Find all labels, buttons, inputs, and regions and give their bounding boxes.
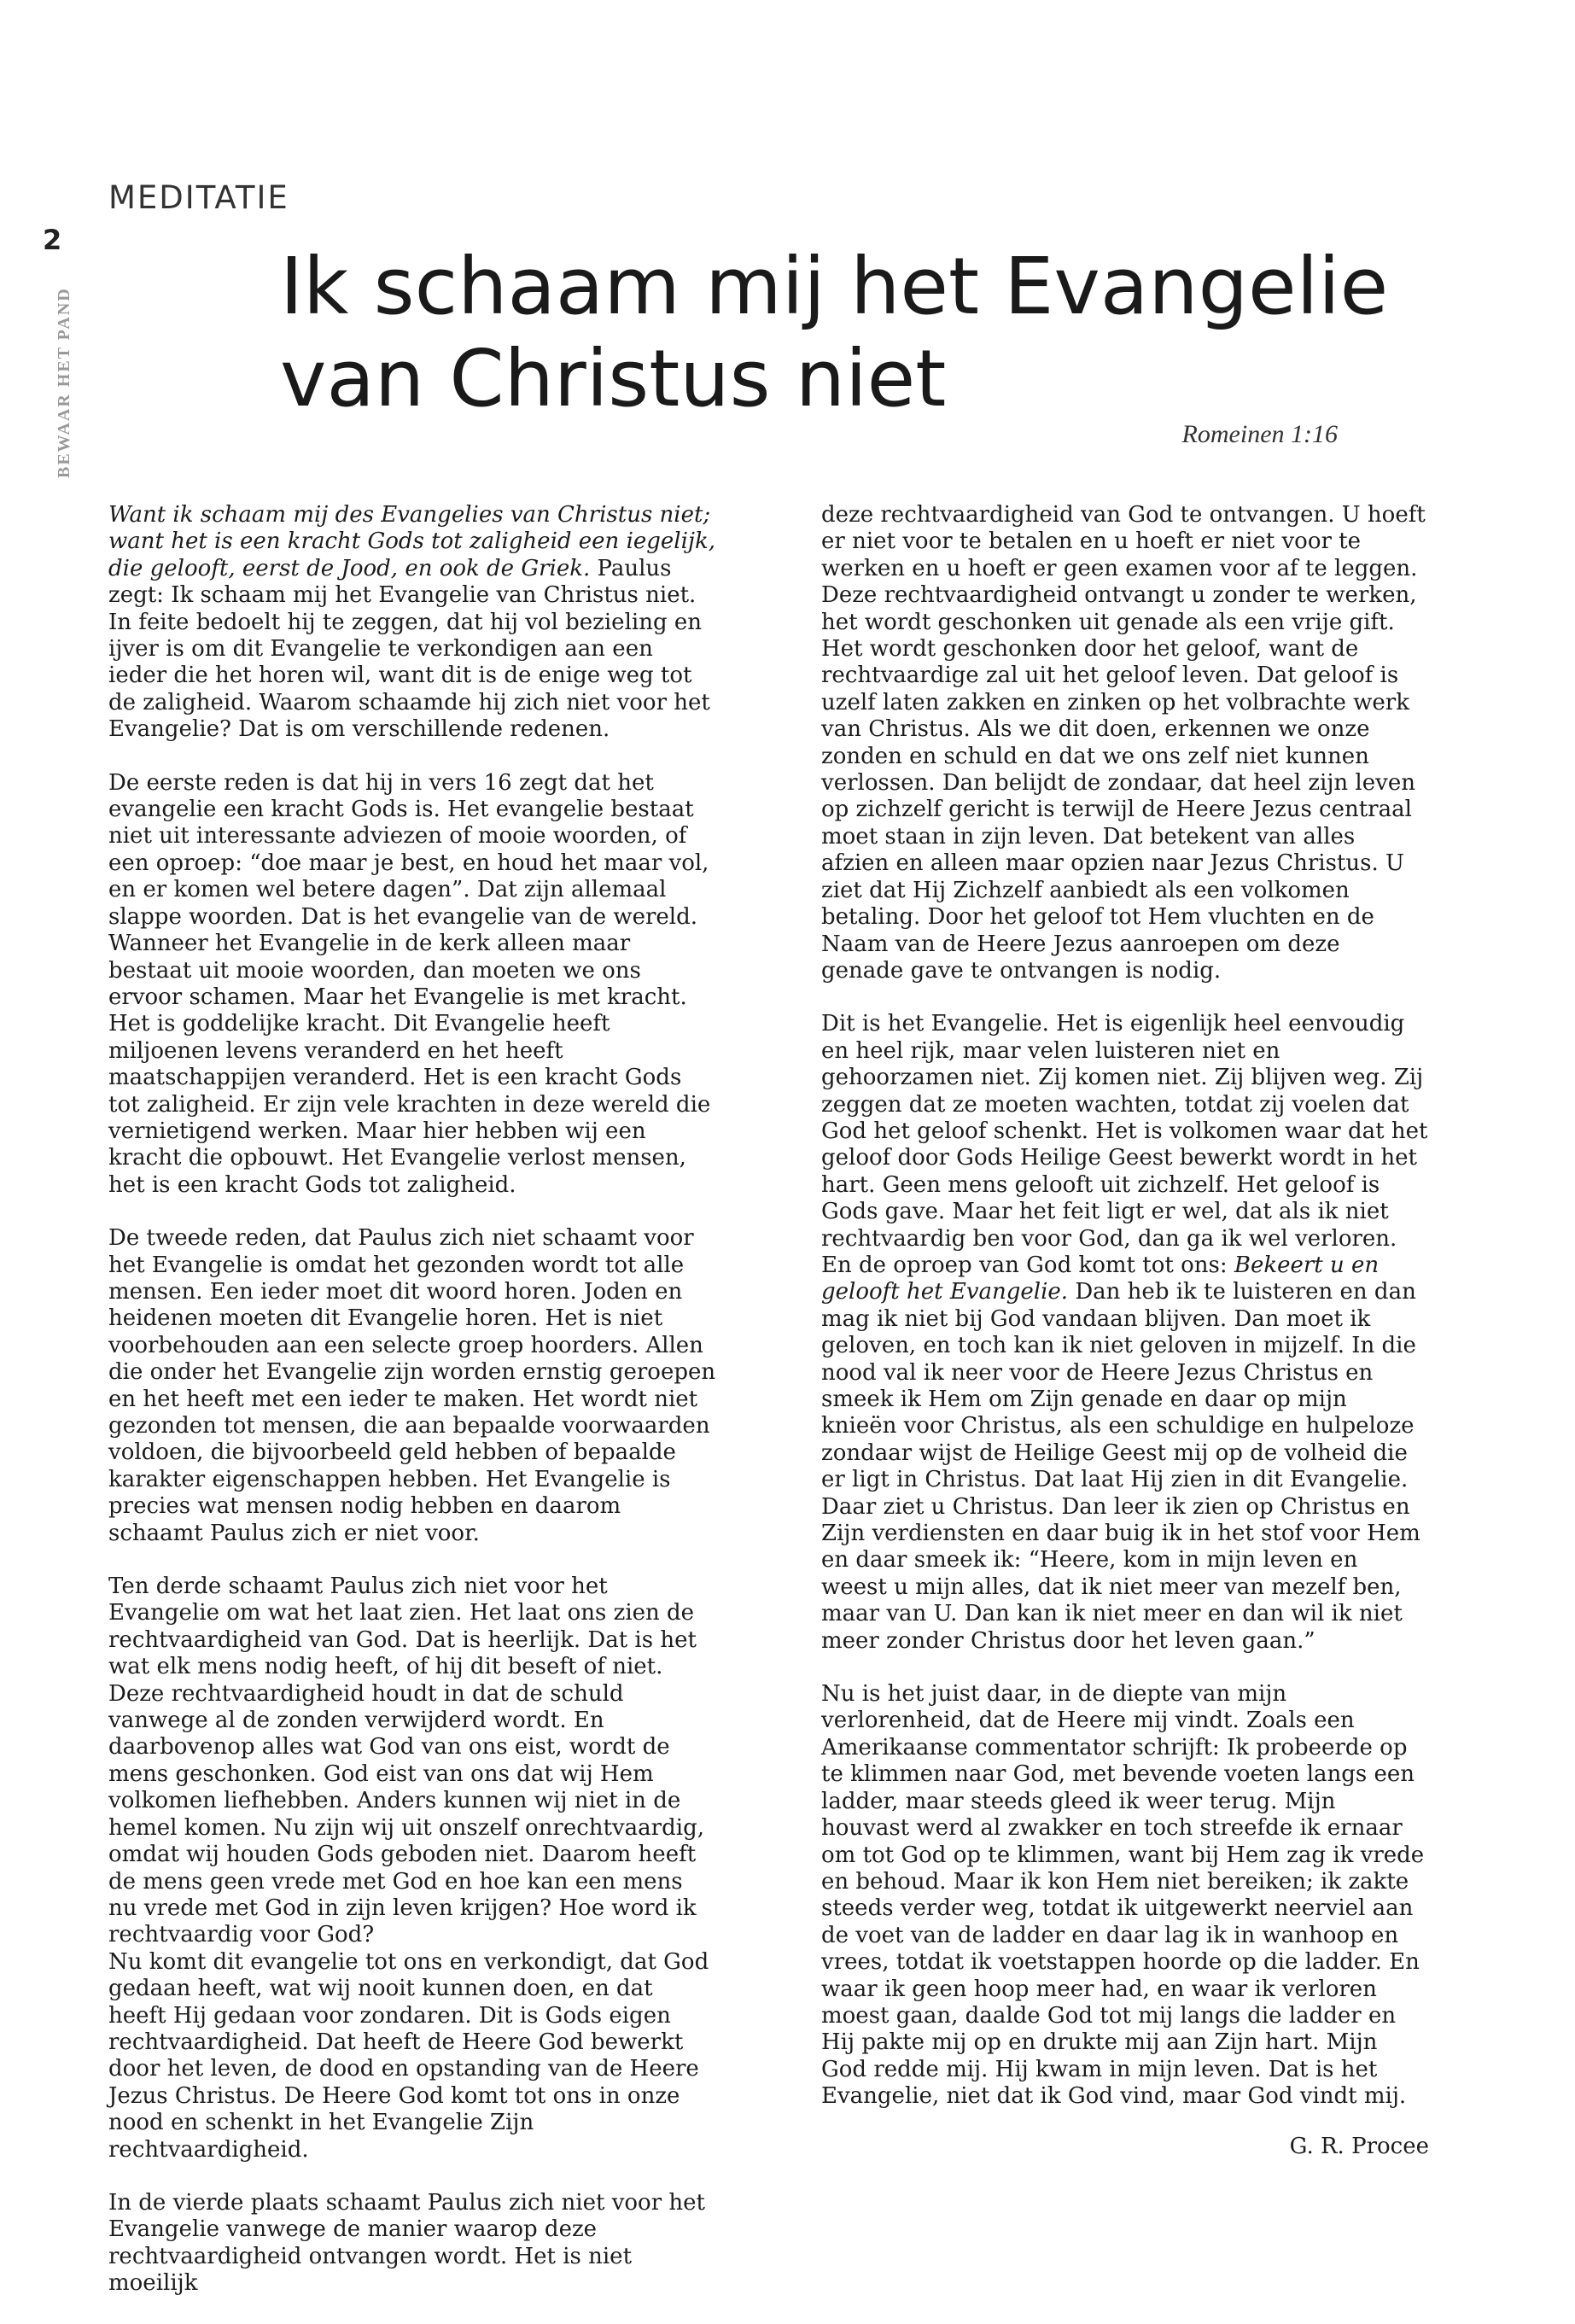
scripture-reference: Romeinen 1:16 [1181,420,1338,448]
paragraph-text: Dit is het Evangelie. Het is eigenlijk heel eenvoudig en heel rijk, maar velen luisteren niet en gehoorzamen niet. Zij komen niet. Zij blijven weg. Zij zeggen dat ze moeten wachten, totdat zij voelen dat God het geloof schenkt. Het is volkomen waar dat het geloof door Gods Heilige Geest bewerkt wordt in het hart. Geen mens gelooft uit zichzelf. Het geloof is Gods gave. Maar het feit ligt er wel, dat als ik niet rechtvaardig ben voor God, dan ga ik wel verloren. En de oproep van God komt tot ons: [821,1011,1428,1278]
title-line-2: van Christus niet [280,333,947,424]
paragraph: Nu is het juist daar, in de diepte van mijn verlorenheid, dat de Heere mij vindt. Zoals een Amerikaanse commentator schrijft: Ik probeerde op te klimmen naar God, met bevende voeten langs een ladder, maar steeds gleed ik weer terug. Mijn houvast werd al zwakker en toch streefde ik ernaar om tot God op te klimmen, want bij Hem zag ik vrede en behoud. Maar ik kon Hem niet bereiken; ik zakte steeds verder weg, totdat ik uitgewerkt neerviel aan de voet van de ladder en daar lag ik in wanhoop en vrees, totdat ik voetstappen hoorde op die ladder. En waar ik geen hoop meer had, en waar ik verloren moest gaan, daalde God tot mij langs die ladder en Hij pakte mij op en drukte mij aan Zijn hart. Mijn God redde mij. Hij kwam in mijn leven. Dat is het Evangelie, niet dat ik God vind, maar God vindt mij. [821,1681,1425,2110]
paragraph-text: Dan heb ik te luisteren en dan mag ik niet bij God vandaan blijven. Dan moet ik geloven, en toch kan ik niet geloven in mijzelf. In die nood val ik neer voor de Heere Jezus Christus en smeek ik Hem om Zijn genade en daar op mijn knieën voor Christus, als een schuldige en hulpeloze zondaar wijst de Heilige Geest mij op de volheid die er ligt in Christus. Dat laat Hij zien in dit Evangelie. Daar ziet u Christus. Dan leer ik zien op Christus en Zijn verdiensten en daar buig ik in het stof voor Hem en daar smeek ik: “Heere, kom in mijn leven en weest u mijn alles, dat ik niet meer van mezelf ben, maar van U. Dan kan ik niet meer en dan wil ik niet meer zonder Christus door het leven gaan.” [821,1279,1420,1654]
publication-name: BEWAAR HET PAND [55,287,73,478]
paragraph: Nu komt dit evangelie tot ons en verkondigt, dat God gedaan heeft, wat wij nooit kunnen doen, en dat heeft Hij gedaan voor zondaren. Dit is Gods eigen rechtvaardigheid. Dat heeft de Heere God bewerkt door het leven, de dood en opstanding van de Heere Jezus Christus. De Heere God komt tot ons in onze nood en schenkt in het Evangelie Zijn rechtvaardigheid. [108,1948,709,2163]
title-line-1: Ik schaam mij het Evangelie [280,241,1389,332]
paragraph: De tweede reden, dat Paulus zich niet schaamt voor het Evangelie is omdat het gezonden wordt tot alle mensen. Een ieder moet dit woord horen. Joden en heidenen moeten dit Evangelie horen. Het is niet voorbehouden aan een selecte groep hoorders. Allen die onder het Evangelie zijn worden ernstig geroepen en het heeft met een ieder te maken. Het wordt niet gezonden tot mensen, die aan bepaalde voorwaarden voldoen, die bijvoorbeeld geld hebben of bepaalde karakter eigenschappen hebben. Het Evangelie is precies wat mensen nodig hebben en daarom schaamt Paulus zich er niet voor. [108,1225,716,1546]
bible-quote: Want ik schaam mij des Evangelies van Christus niet; want het is een kracht Gods tot zaligheid een iegelijk, die gelooft, eerst de Jood, en ook de Griek. [108,502,716,581]
page-title [280,241,1458,425]
right-column [821,502,1429,2160]
author-signature: G. R. Procee [1289,2133,1429,2159]
left-column [108,502,716,2324]
paragraph [821,1011,1429,1655]
paragraph: Ten derde schaamt Paulus zich niet voor het Evangelie om wat het laat zien. Het laat ons zien de rechtvaardigheid van God. Dat is heerlijk. Dat is het wat elk mens nodig heeft, of hij dit beseft of niet. Deze rechtvaardigheid houdt in dat de schuld vanwege al de zonden verwijderd wordt. En daarbovenop alles wat God van ons eist, wordt de mens geschonken. God eist van ons dat wij Hem volkomen liefhebben. Anders kunnen wij niet in de hemel komen. Nu zijn wij uit onszelf onrechtvaardig, omdat wij houden Gods geboden niet. Daarom heeft de mens geen vrede met God en hoe kan een mens nu vrede met God in zijn leven krijgen? Hoe word ik rechtvaardig voor God? [108,1574,704,1948]
paragraph: In de vierde plaats schaamt Paulus zich niet voor het Evangelie vanwege de manier waarop deze rechtvaardigheid ontvangen wordt. Het is niet moeilijk [108,2189,705,2297]
paragraph-text: Paulus zegt: Ik schaam mij het Evangelie van Christus niet. In feite bedoelt hij te zeggen, dat hij vol bezieling en ijver is om dit Evangelie te verkondigen aan een ieder die het horen wil, want dit is de enige weg tot de zaligheid. Waarom schaamde hij zich niet voor het Evangelie? Dat is om verschillende redenen. [108,555,710,743]
paragraph: De eerste reden is dat hij in vers 16 zegt dat het evangelie een kracht Gods is. Het evangelie bestaat niet uit interessante adviezen of mooie woorden, of een oproep: “doe maar je best, en houd het maar vol, en er komen wel betere dagen”. Dat zijn allemaal slappe woorden. Dat is het evangelie van de wereld. Wanneer het Evangelie in de kerk alleen maar bestaat uit mooie woorden, dan moeten we ons ervoor schamen. Maar het Evangelie is met kracht. Het is goddelijke kracht. Dit Evangelie heeft miljoenen levens veranderd en het heeft maatschappijen veranderd. Het is een kracht Gods tot zaligheid. Er zijn vele krachten in deze wereld die vernietigend werken. Maar hier hebben wij een kracht die opbouwt. Het Evangelie verlost mensen, het is een kracht Gods tot zaligheid. [108,769,711,1198]
section-label: MEDITATIE [108,179,289,216]
paragraph: deze rechtvaardigheid van God te ontvangen. U hoeft er niet voor te betalen en u hoeft er niet voor te werken en u hoeft er geen examen voor af te leggen. Deze rechtvaardigheid ontvangt u zonder te werken, het wordt geschonken uit genade als een vrije gift. Het wordt geschonken door het geloof, want de rechtvaardige zal uit het geloof leven. Dat geloof is uzelf laten zakken en zinken op het volbrachte werk van Christus. Als we dit doen, erkennen we onze zonden en schuld en dat we ons zelf niet kunnen verlossen. Dan belijdt de zondaar, dat heel zijn leven op zichzelf gericht is terwijl de Heere Jezus centraal moet staan in zijn leven. Dat betekent van alles afzien en alleen maar opzien naar Jezus Christus. U ziet dat Hij Zichzelf aanbiedt als een volkomen betaling. Door het geloof tot Hem vluchten en de Naam van de Heere Jezus aanroepen om deze genade gave te ontvangen is nodig. [821,502,1426,984]
paragraph [108,502,716,744]
page-number: 2 [43,224,62,256]
bible-quote: Bekeert u en gelooft het Evangelie. [821,1252,1380,1305]
